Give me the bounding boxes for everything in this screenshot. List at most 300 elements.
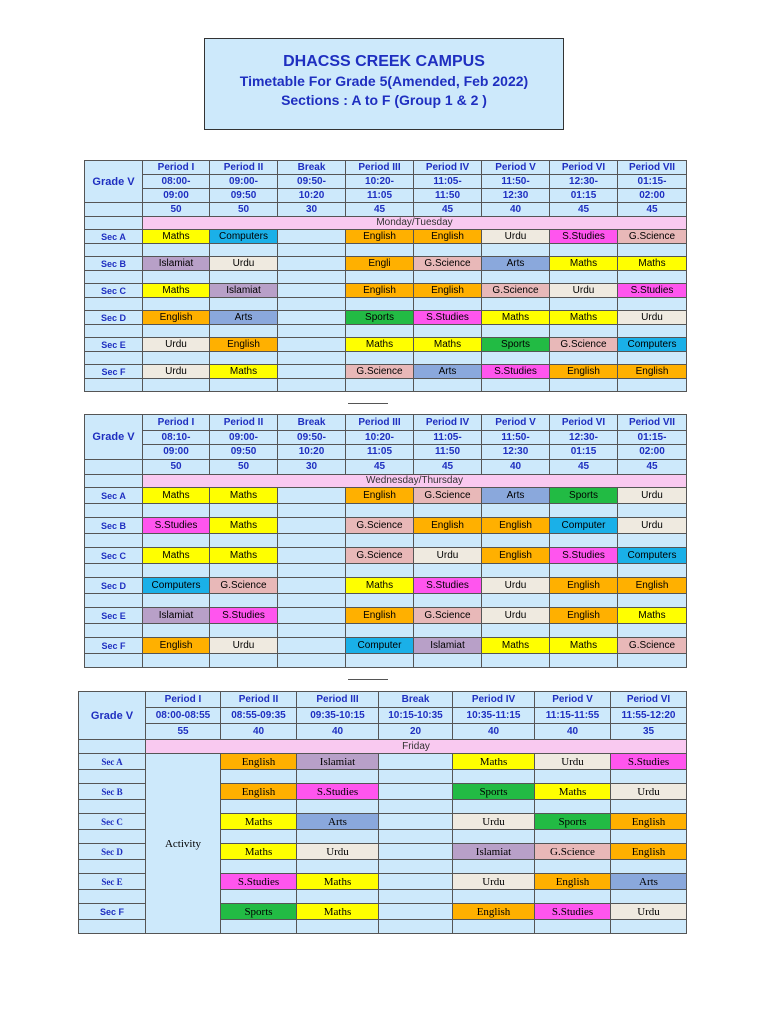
spacer-cell — [143, 624, 210, 638]
subject-cell: Maths — [453, 754, 535, 770]
subject-cell: S.Studies — [618, 284, 687, 298]
subject-cell: G.Science — [618, 638, 687, 654]
section-label: Sec C — [85, 548, 143, 564]
spacer-cell — [482, 594, 550, 608]
subject-cell: English — [414, 518, 482, 534]
subject-cell: Urdu — [611, 904, 687, 920]
spacer-cell — [278, 624, 346, 638]
empty-cell — [278, 518, 346, 534]
subject-cell: English — [550, 365, 618, 379]
period-header: Period IV — [414, 415, 482, 431]
subject-cell: G.Science — [414, 257, 482, 271]
subject-cell: G.Science — [618, 230, 687, 244]
subject-cell: S.Studies — [414, 578, 482, 594]
spacer-cell — [618, 298, 687, 311]
spacer-cell — [278, 325, 346, 338]
spacer-cell — [453, 920, 535, 934]
spacer-cell — [210, 298, 278, 311]
spacer-cell — [143, 325, 210, 338]
subject-cell: English — [611, 844, 687, 860]
subject-cell: Urdu — [143, 338, 210, 352]
day-label: Friday — [146, 740, 687, 754]
spacer-cell — [278, 271, 346, 284]
section-label: Sec E — [79, 874, 146, 890]
subject-cell: G.Science — [414, 608, 482, 624]
subject-cell: Sports — [221, 904, 297, 920]
period-header: Period I — [143, 161, 210, 175]
grade-label: Grade V — [85, 161, 143, 203]
spacer-cell — [346, 298, 414, 311]
period-start-time: 08:00- — [143, 175, 210, 189]
spacer-cell — [379, 800, 453, 814]
subject-cell: G.Science — [550, 338, 618, 352]
spacer-cell — [414, 244, 482, 257]
subject-cell: Maths — [143, 548, 210, 564]
subject-cell: Islamiat — [210, 284, 278, 298]
spacer-cell — [346, 564, 414, 578]
subject-cell: S.Studies — [550, 548, 618, 564]
spacer-cell — [210, 594, 278, 608]
period-duration: 50 — [210, 203, 278, 217]
spacer-cell — [414, 379, 482, 392]
period-duration: 20 — [379, 724, 453, 740]
period-header: Period III — [346, 161, 414, 175]
separator-line — [348, 679, 388, 680]
empty-cell — [278, 578, 346, 594]
section-label: Sec B — [79, 784, 146, 800]
spacer-cell — [346, 244, 414, 257]
spacer-cell — [85, 325, 143, 338]
subject-cell: Maths — [210, 518, 278, 534]
spacer-cell — [221, 890, 297, 904]
subject-cell: S.Studies — [535, 904, 611, 920]
spacer-cell — [210, 271, 278, 284]
subject-cell: English — [221, 754, 297, 770]
period-start-time: 10:20- — [346, 431, 414, 445]
period-header: Break — [278, 161, 346, 175]
subject-cell: English — [611, 814, 687, 830]
period-end-time: 02:00 — [618, 445, 687, 460]
spacer-cell — [482, 504, 550, 518]
day-label: Wednesday/Thursday — [143, 475, 687, 488]
subject-cell: S.Studies — [611, 754, 687, 770]
subject-cell: Sports — [535, 814, 611, 830]
subject-cell: English — [414, 284, 482, 298]
spacer-cell — [482, 564, 550, 578]
spacer-cell — [482, 298, 550, 311]
spacer-cell — [278, 594, 346, 608]
subject-cell: Maths — [618, 608, 687, 624]
spacer-cell — [278, 654, 346, 668]
spacer-cell — [535, 920, 611, 934]
period-duration: 35 — [611, 724, 687, 740]
spacer-cell — [453, 860, 535, 874]
period-duration: 45 — [414, 460, 482, 475]
subject-cell: English — [346, 284, 414, 298]
subject-cell: English — [550, 578, 618, 594]
subject-cell: Engli — [346, 257, 414, 271]
spacer-cell — [210, 654, 278, 668]
subject-cell: English — [143, 311, 210, 325]
period-header: Period VI — [611, 692, 687, 708]
subject-cell: English — [346, 488, 414, 504]
subject-cell: Urdu — [482, 578, 550, 594]
spacer-cell — [550, 298, 618, 311]
subject-cell: Urdu — [550, 284, 618, 298]
empty-cell — [278, 338, 346, 352]
subject-cell: Computer — [550, 518, 618, 534]
subject-cell: Urdu — [535, 754, 611, 770]
subject-cell: English — [618, 365, 687, 379]
period-header: Period IV — [453, 692, 535, 708]
spacer-cell — [618, 594, 687, 608]
spacer-cell — [414, 564, 482, 578]
subject-cell: Maths — [346, 338, 414, 352]
spacer-cell — [611, 830, 687, 844]
subject-cell: Sports — [482, 338, 550, 352]
spacer-cell — [278, 244, 346, 257]
spacer-cell — [611, 800, 687, 814]
spacer-cell — [346, 504, 414, 518]
subject-cell: Urdu — [618, 311, 687, 325]
subject-cell: Islamiat — [143, 608, 210, 624]
spacer-cell — [278, 298, 346, 311]
subject-cell: English — [346, 608, 414, 624]
empty-cell — [278, 548, 346, 564]
timetable-monday-tuesday — [84, 160, 687, 392]
subject-cell: Urdu — [414, 548, 482, 564]
spacer-cell — [278, 352, 346, 365]
period-end-time: 09:00 — [143, 189, 210, 203]
subject-cell: G.Science — [482, 284, 550, 298]
subject-cell: Sports — [453, 784, 535, 800]
spacer-cell — [482, 271, 550, 284]
section-label: Sec E — [85, 338, 143, 352]
period-duration: 55 — [146, 724, 221, 740]
subject-cell: English — [453, 904, 535, 920]
period-start-time: 11:05- — [414, 431, 482, 445]
spacer-cell — [414, 534, 482, 548]
subject-cell: Maths — [221, 844, 297, 860]
spacer-cell — [85, 594, 143, 608]
empty-cell — [379, 844, 453, 860]
subject-cell: Arts — [482, 257, 550, 271]
section-label: Sec F — [85, 365, 143, 379]
subject-cell: Computers — [143, 578, 210, 594]
subject-cell: English — [414, 230, 482, 244]
blank-cell — [85, 475, 143, 488]
spacer-cell — [278, 504, 346, 518]
period-header: Break — [278, 415, 346, 431]
subject-cell: English — [143, 638, 210, 654]
period-end-time: 10:20 — [278, 189, 346, 203]
spacer-cell — [482, 379, 550, 392]
period-time: 11:15-11:55 — [535, 708, 611, 724]
period-start-time: 10:20- — [346, 175, 414, 189]
spacer-cell — [453, 830, 535, 844]
subject-cell: Arts — [611, 874, 687, 890]
spacer-cell — [85, 271, 143, 284]
period-start-time: 11:05- — [414, 175, 482, 189]
subject-cell: English — [550, 608, 618, 624]
period-start-time: 09:00- — [210, 175, 278, 189]
spacer-cell — [618, 504, 687, 518]
spacer-cell — [143, 654, 210, 668]
period-header: Period II — [210, 161, 278, 175]
period-time: 11:55-12:20 — [611, 708, 687, 724]
spacer-cell — [221, 800, 297, 814]
spacer-cell — [297, 890, 379, 904]
section-label: Sec D — [85, 311, 143, 325]
spacer-cell — [453, 890, 535, 904]
empty-cell — [379, 754, 453, 770]
spacer-cell — [79, 800, 146, 814]
spacer-cell — [414, 594, 482, 608]
spacer-cell — [210, 244, 278, 257]
activity-cell: Activity — [146, 754, 221, 934]
period-time: 08:00-08:55 — [146, 708, 221, 724]
subject-cell: S.Studies — [221, 874, 297, 890]
spacer-cell — [143, 271, 210, 284]
spacer-cell — [414, 298, 482, 311]
spacer-cell — [535, 890, 611, 904]
blank-cell — [85, 217, 143, 230]
subject-cell: G.Science — [346, 518, 414, 534]
period-end-time: 12:30 — [482, 189, 550, 203]
period-header: Period VII — [618, 415, 687, 431]
period-start-time: 11:50- — [482, 175, 550, 189]
period-header: Period IV — [414, 161, 482, 175]
spacer-cell — [550, 624, 618, 638]
period-duration: 45 — [346, 203, 414, 217]
spacer-cell — [210, 325, 278, 338]
subject-cell: Islamiat — [143, 257, 210, 271]
spacer-cell — [210, 534, 278, 548]
subject-cell: Urdu — [297, 844, 379, 860]
spacer-cell — [210, 504, 278, 518]
spacer-cell — [210, 379, 278, 392]
period-duration: 45 — [550, 203, 618, 217]
subject-cell: Maths — [143, 488, 210, 504]
subject-cell: Islamiat — [414, 638, 482, 654]
period-end-time: 11:50 — [414, 189, 482, 203]
spacer-cell — [618, 534, 687, 548]
period-duration: 40 — [482, 460, 550, 475]
spacer-cell — [143, 298, 210, 311]
spacer-cell — [482, 352, 550, 365]
spacer-cell — [143, 379, 210, 392]
subject-cell: Arts — [297, 814, 379, 830]
spacer-cell — [611, 860, 687, 874]
spacer-cell — [414, 325, 482, 338]
period-start-time: 01:15- — [618, 431, 687, 445]
subject-cell: Maths — [221, 814, 297, 830]
spacer-cell — [79, 860, 146, 874]
period-header: Period VI — [550, 161, 618, 175]
spacer-cell — [79, 830, 146, 844]
spacer-cell — [297, 860, 379, 874]
spacer-cell — [618, 244, 687, 257]
subject-cell: Urdu — [143, 365, 210, 379]
subject-cell: Urdu — [618, 488, 687, 504]
subject-cell: Maths — [414, 338, 482, 352]
empty-cell — [278, 638, 346, 654]
spacer-cell — [550, 594, 618, 608]
spacer-cell — [79, 920, 146, 934]
subject-cell: Arts — [210, 311, 278, 325]
period-header: Period I — [143, 415, 210, 431]
period-header: Period V — [535, 692, 611, 708]
subject-cell: Urdu — [210, 638, 278, 654]
sections-line: Sections : A to F (Group 1 & 2 ) — [281, 92, 487, 108]
subject-cell: English — [482, 548, 550, 564]
subject-cell: Maths — [143, 230, 210, 244]
spacer-cell — [85, 624, 143, 638]
empty-cell — [379, 814, 453, 830]
period-duration: 30 — [278, 460, 346, 475]
period-end-time: 11:05 — [346, 445, 414, 460]
spacer-cell — [221, 920, 297, 934]
title-box — [204, 38, 564, 130]
period-start-time: 12:30- — [550, 431, 618, 445]
timetable-subtitle: Timetable For Grade 5(Amended, Feb 2022) — [239, 73, 529, 89]
section-label: Sec E — [85, 608, 143, 624]
period-duration: 45 — [414, 203, 482, 217]
spacer-cell — [618, 564, 687, 578]
period-start-time: 09:50- — [278, 175, 346, 189]
period-end-time: 01:15 — [550, 445, 618, 460]
spacer-cell — [550, 271, 618, 284]
period-end-time: 10:20 — [278, 445, 346, 460]
spacer-cell — [346, 271, 414, 284]
empty-cell — [278, 257, 346, 271]
spacer-cell — [550, 379, 618, 392]
subject-cell: Islamiat — [453, 844, 535, 860]
period-end-time: 11:50 — [414, 445, 482, 460]
subject-cell: Maths — [618, 257, 687, 271]
subject-cell: Maths — [297, 874, 379, 890]
section-label: Sec B — [85, 518, 143, 534]
period-end-time: 11:05 — [346, 189, 414, 203]
subject-cell: Urdu — [453, 814, 535, 830]
section-label: Sec F — [85, 638, 143, 654]
spacer-cell — [143, 504, 210, 518]
timetable-wednesday-thursday — [84, 414, 687, 668]
spacer-cell — [611, 920, 687, 934]
period-header: Break — [379, 692, 453, 708]
spacer-cell — [346, 379, 414, 392]
spacer-cell — [453, 800, 535, 814]
subject-cell: Maths — [482, 311, 550, 325]
spacer-cell — [482, 534, 550, 548]
period-duration: 40 — [297, 724, 379, 740]
subject-cell: Maths — [210, 548, 278, 564]
spacer-cell — [618, 271, 687, 284]
subject-cell: Sports — [550, 488, 618, 504]
subject-cell: Maths — [535, 784, 611, 800]
period-time: 10:35-11:15 — [453, 708, 535, 724]
subject-cell: Islamiat — [297, 754, 379, 770]
spacer-cell — [535, 800, 611, 814]
empty-cell — [379, 904, 453, 920]
subject-cell: G.Science — [346, 365, 414, 379]
blank-cell — [85, 460, 143, 475]
section-label: Sec D — [79, 844, 146, 860]
subject-cell: Urdu — [482, 608, 550, 624]
period-duration: 40 — [482, 203, 550, 217]
subject-cell: Maths — [550, 638, 618, 654]
spacer-cell — [346, 352, 414, 365]
spacer-cell — [550, 244, 618, 257]
empty-cell — [379, 784, 453, 800]
empty-cell — [278, 284, 346, 298]
subject-cell: Maths — [210, 365, 278, 379]
period-header: Period V — [482, 415, 550, 431]
spacer-cell — [297, 920, 379, 934]
period-duration: 30 — [278, 203, 346, 217]
spacer-cell — [379, 860, 453, 874]
section-label: Sec C — [79, 814, 146, 830]
subject-cell: S.Studies — [550, 230, 618, 244]
spacer-cell — [143, 534, 210, 548]
subject-cell: Urdu — [611, 784, 687, 800]
spacer-cell — [550, 504, 618, 518]
subject-cell: Urdu — [618, 518, 687, 534]
subject-cell: Maths — [210, 488, 278, 504]
subject-cell: English — [482, 518, 550, 534]
spacer-cell — [79, 770, 146, 784]
period-duration: 40 — [221, 724, 297, 740]
spacer-cell — [550, 352, 618, 365]
spacer-cell — [535, 860, 611, 874]
subject-cell: Computer — [346, 638, 414, 654]
period-start-time: 08:10- — [143, 431, 210, 445]
spacer-cell — [143, 594, 210, 608]
timetable-friday — [78, 691, 687, 934]
spacer-cell — [278, 564, 346, 578]
spacer-cell — [143, 244, 210, 257]
spacer-cell — [482, 244, 550, 257]
school-name: DHACSS CREEK CAMPUS — [283, 53, 485, 70]
subject-cell: S.Studies — [414, 311, 482, 325]
empty-cell — [379, 874, 453, 890]
spacer-cell — [346, 594, 414, 608]
subject-cell: G.Science — [414, 488, 482, 504]
spacer-cell — [346, 654, 414, 668]
empty-cell — [278, 311, 346, 325]
period-header: Period III — [297, 692, 379, 708]
period-end-time: 01:15 — [550, 189, 618, 203]
spacer-cell — [221, 860, 297, 874]
day-label: Monday/Tuesday — [143, 217, 687, 230]
spacer-cell — [210, 564, 278, 578]
spacer-cell — [618, 379, 687, 392]
spacer-cell — [414, 654, 482, 668]
spacer-cell — [143, 564, 210, 578]
spacer-cell — [85, 534, 143, 548]
subject-cell: Urdu — [453, 874, 535, 890]
period-duration: 45 — [618, 203, 687, 217]
period-duration: 45 — [618, 460, 687, 475]
subject-cell: G.Science — [210, 578, 278, 594]
subject-cell: English — [618, 578, 687, 594]
subject-cell: S.Studies — [143, 518, 210, 534]
period-duration: 40 — [453, 724, 535, 740]
section-label: Sec C — [85, 284, 143, 298]
subject-cell: Arts — [414, 365, 482, 379]
empty-cell — [278, 230, 346, 244]
spacer-cell — [618, 624, 687, 638]
